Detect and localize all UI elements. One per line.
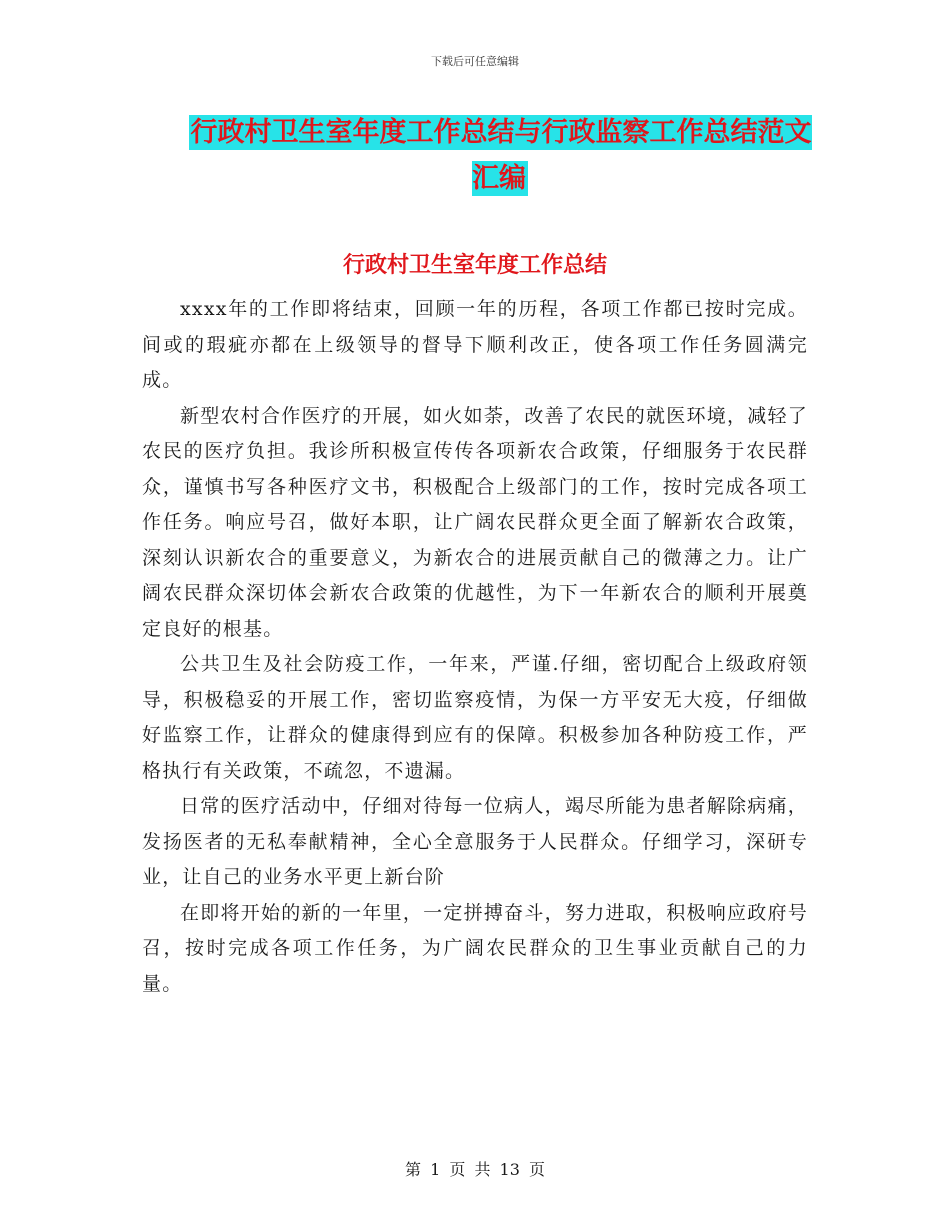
header-note: 下载后可任意编辑: [431, 55, 519, 68]
document-title: [180, 110, 820, 202]
paragraph: 日常的医疗活动中，仔细对待每一位病人，竭尽所能为患者解除病痛，发扬医者的无私奉献精神，全心全意服务于人民群众。仔细学习，深研专业，让自己的业务水平更上新台阶: [142, 795, 808, 888]
paragraph: 在即将开始的新的一年里，一定拼搏奋斗，努力进取，积极响应政府号召，按时完成各项工作任务，为广阔农民群众的卫生事业贡献自己的力量。: [142, 901, 808, 995]
paragraph: 新型农村合作医疗的开展，如火如荼，改善了农民的就医环境，减轻了农民的医疗负担。我诊所积极宣传传各项新农合政策，仔细服务于农民群众，谨慎书写各种医疗文书，积极配合上级部门的工作，按时完成各项工作任务。响应号召，做好本职，让广阔农民群众更全面了解新农合政策，深刻认识新农合的重要意义，为新农合的进展贡献自己的微薄之力。让广阔农民群众深切体会新农合政策的优越性，为下一年新农合的顺利开展奠定良好的根基。: [142, 404, 808, 640]
section-title: 行政村卫生室年度工作总结: [342, 253, 607, 278]
document-title-highlight: 行政村卫生室年度工作总结与行政监察工作总结范文汇编: [190, 117, 812, 194]
paragraph: xxxx年的工作即将结束，回顾一年的历程，各项工作都已按时完成。间或的瑕疵亦都在上级领导的督导下顺利改正，使各项工作任务圆满完成。: [142, 298, 808, 391]
page-number-footer: 第 1 页 共 13 页: [405, 1160, 545, 1179]
document-body: [142, 292, 808, 1002]
paragraph: 公共卫生及社会防疫工作，一年来，严谨.仔细，密切配合上级政府领导，积极稳妥的开展工作，密切监察疫情，为保一方平安无大疫，仔细做好监察工作，让群众的健康得到应有的保障。积极参加各种防疫工作，严格执行有关政策，不疏忽，不遗漏。: [142, 653, 808, 782]
